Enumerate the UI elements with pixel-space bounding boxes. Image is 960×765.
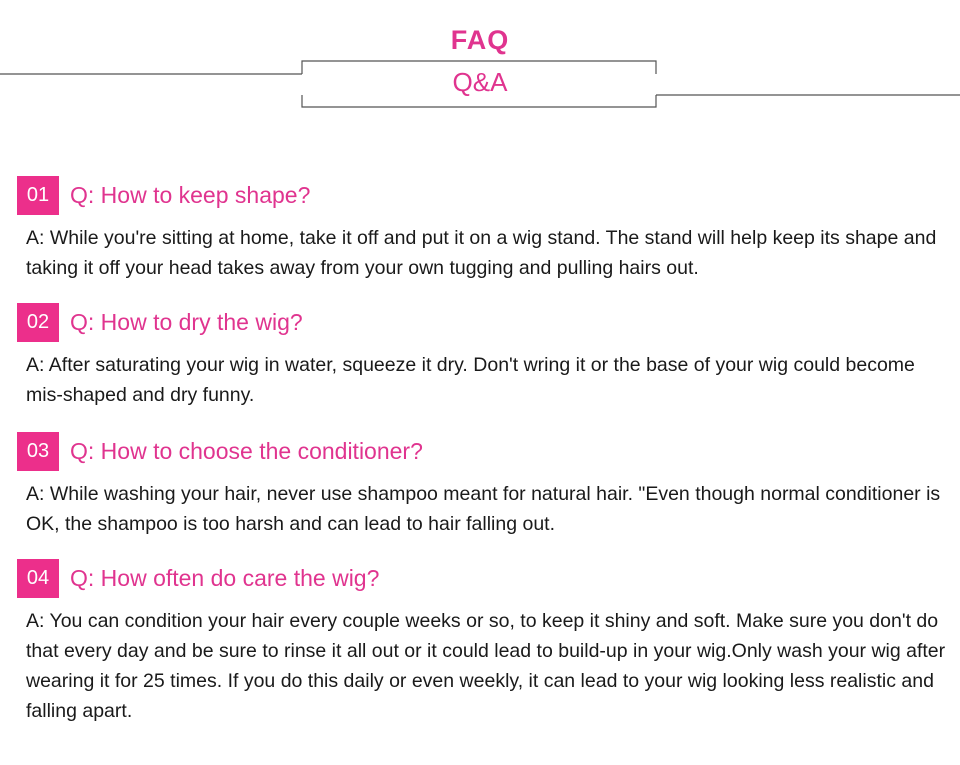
answer-text: A: After saturating your wig in water, squeeze it dry. Don't wring it or the base of your wig could become mis-shaped and dry funny. (26, 354, 915, 406)
faq-item (17, 559, 947, 726)
page-title: FAQ (450, 25, 510, 55)
faq-item (17, 432, 947, 559)
question-text: Q: How to dry the wig? (70, 309, 303, 335)
faq-header (0, 0, 960, 120)
faq-list (17, 176, 947, 726)
question-text: Q: How often do care the wig? (70, 565, 380, 591)
question-text: Q: How to keep shape? (70, 182, 311, 208)
question-row (17, 176, 947, 215)
answer-text: A: You can condition your hair every couple weeks or so, to keep it shiny and soft. Make sure you don't do that every day and be sure to rinse it all out or it could lead to build-up in your wig.Only wash your wig after wearing it for 25 times. If you do this daily or even weekly, it can lead to your wig looking less realistic and falling apart. (26, 610, 946, 722)
header-divider-lines (0, 0, 960, 120)
question-row (17, 432, 947, 471)
question-row (17, 303, 947, 342)
question-row (17, 559, 947, 598)
number-badge: 03 (17, 432, 59, 471)
faq-item (17, 176, 947, 303)
page-subtitle: Q&A (452, 67, 508, 97)
answer-text: A: While you're sitting at home, take it off and put it on a wig stand. The stand will help keep its shape and taking it off your head takes away from your own tugging and pulling hairs out. (26, 227, 937, 279)
number-badge: 01 (17, 176, 59, 215)
number-badge: 02 (17, 303, 59, 342)
number-badge: 04 (17, 559, 59, 598)
question-text: Q: How to choose the conditioner? (70, 438, 423, 464)
faq-item (17, 303, 947, 432)
answer-text: A: While washing your hair, never use shampoo meant for natural hair. "Even though normal conditioner is OK, the shampoo is too harsh and can lead to hair falling out. (26, 483, 941, 535)
